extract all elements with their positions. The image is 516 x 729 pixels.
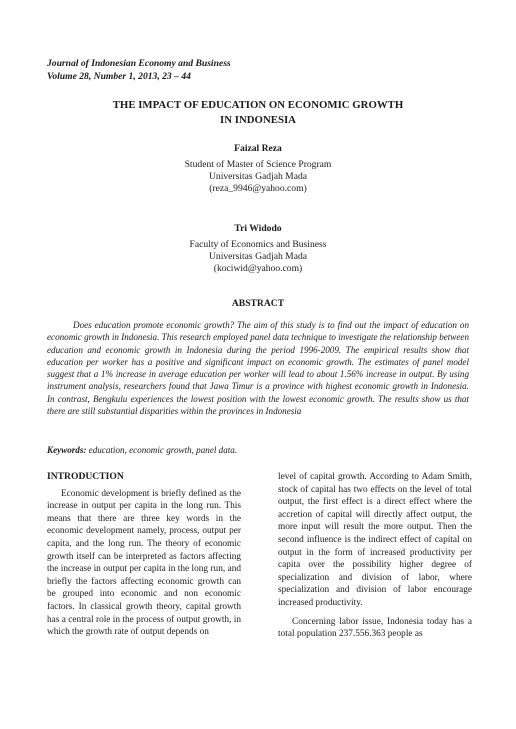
section-heading: INTRODUCTION [47,471,124,482]
body-paragraph: level of capital growth. According to Adam Smith, stock of capital has two effects on the level of total output, the first effect is a direct effect where the accretion of capital will directly affect output, the more input will result the more output. Then the second influence is the indirect effect of capital on output in the form of increased productivity per capita over the possibility higher degree of specialization and division of labor, where specialization and division of labor encourage increased productivity. [278,472,472,608]
keywords-label: Keywords: [47,445,87,455]
body-paragraph: Economic development is briefly defined as the increase in output per capita in the long run. This means that there are three key words in the economic development namely, process, output per capita, and the long run. The theory of economic growth itself can be interpreted as factors affecting the increase in output per capita in the long run, and briefly the factors affecting economic growth can be grouped into economic and non economic factors. In classical growth theory, capital growth has a central role in the process of output growth, in which the growth rate of output depends on [47,488,241,638]
author-name: Tri Widodo [234,223,282,234]
journal-header [47,57,231,83]
author-institution: Universitas Gadjah Mada [208,251,308,262]
keywords-list: education, economic growth, panel data. [86,445,238,455]
author-block-1 [80,143,436,195]
body-column-left [47,471,241,639]
body-column-right [278,471,472,641]
journal-volume: Volume 28, Number 1, 2013, 23 – 44 [47,71,191,82]
author-email: (kociwid@yahoo.com) [213,263,303,274]
paper-title [60,98,456,128]
paper-title-line-2: IN INDONESIA [220,114,296,126]
author-institution: Universitas Gadjah Mada [208,171,308,182]
keywords-line [47,444,469,456]
abstract-text: Does education promote economic growth? The aim of this study is to find out the impact of education on economic growth in Indonesia. This research employed panel data technique to investigate the relationship between education and economic growth in Indonesia during the period 1996-2009. The empirical results show that education per worker has a positive and significant impact on economic growth. The estimates of panel model suggest that a 1% increase in average education per worker will lead to about 1.56% increase in output. By using instrument analysis, researchers found that Jawa Timur is a province with highest economic growth in Indonesia. In contrast, Bengkulu experiences the lowest position with the lowest economic growth. The results show us that there are still substantial disparities within the provinces in Indonesia [47,320,469,417]
body-paragraph: Concerning labor issue, Indonesia today has a total population 237.556.363 people as [278,616,472,640]
author-name: Faizal Reza [234,143,282,154]
author-affiliation: Faculty of Economics and Business [189,239,327,250]
journal-name: Journal of Indonesian Economy and Business [47,58,231,69]
author-affiliation: Student of Master of Science Program [184,159,332,170]
author-block-2 [80,223,436,275]
author-email: (reza_9946@yahoo.com) [209,183,307,194]
paper-title-line-1: THE IMPACT OF EDUCATION ON ECONOMIC GROWTH [112,99,404,111]
abstract-heading: ABSTRACT [231,298,285,309]
